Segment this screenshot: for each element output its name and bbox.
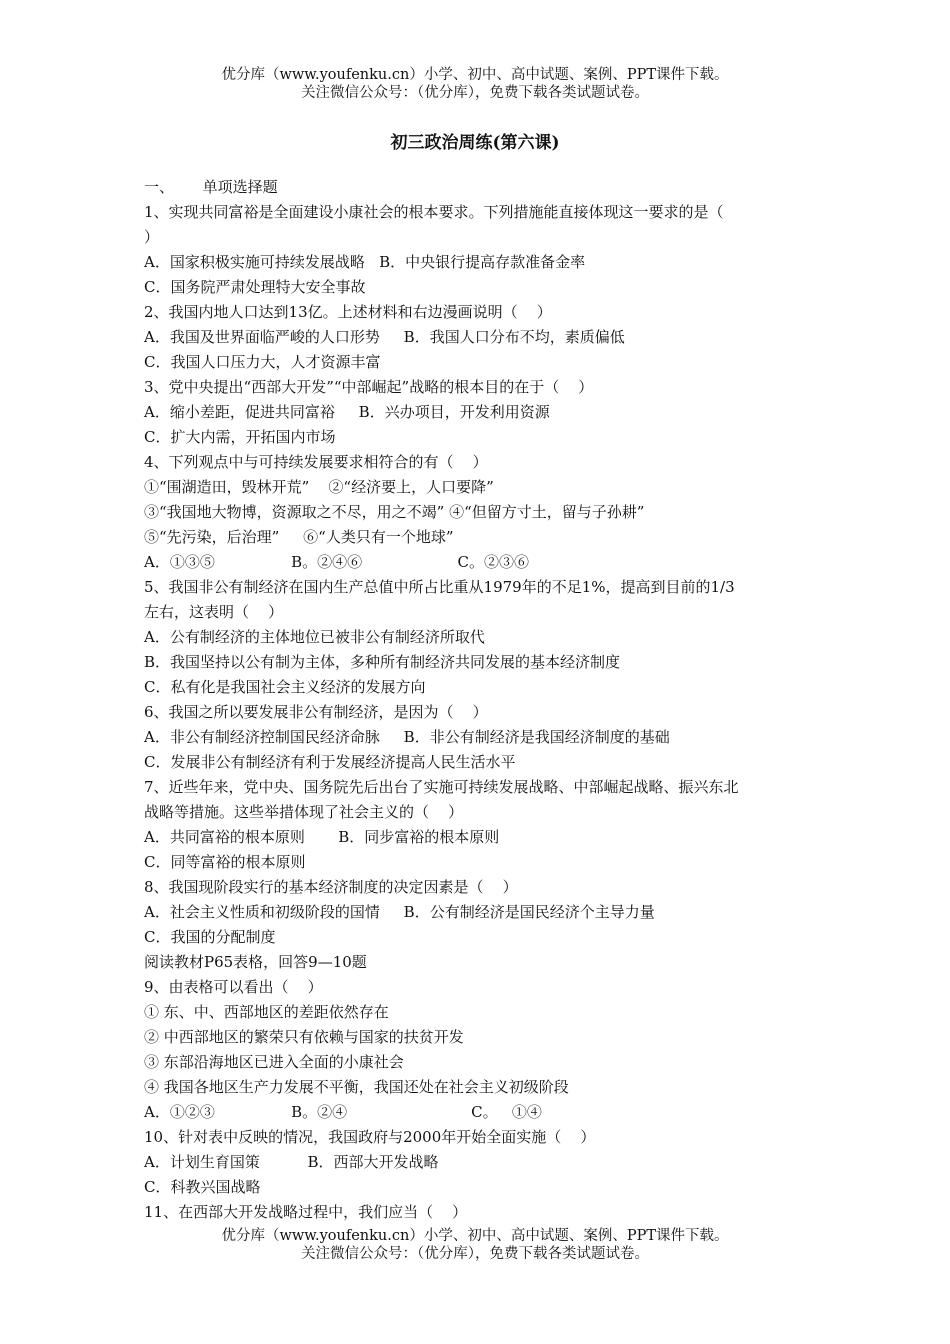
text-line: 左右，这表明（ ） [144,603,284,621]
text-line: A．我国及世界面临严峻的人口形势 B．我国人口分布不均，素质偏低 [144,328,625,346]
footer-line-1: 优分库（www.youfenku.cn）小学、初中、高中试题、案例、PPT课件下载。 [221,1228,729,1244]
text-line: 9、由表格可以看出（ ） [144,978,323,996]
text-line: 阅读教材P65表格，回答9—10题 [144,953,367,971]
text-line: C．私有化是我国社会主义经济的发展方向 [144,678,426,696]
text-line: 3、党中央提出“西部大开发”“中部崛起”战略的根本目的在于（ ） [144,378,594,396]
text-line: 1、实现共同富裕是全面建设小康社会的根本要求。下列措施能直接体现这一要求的是（ [144,203,724,221]
header-line-2: 关注微信公众号：（优分库），免费下载各类试题试卷。 [301,85,649,101]
text-line: 10、针对表中反映的情况，我国政府与2000年开始全面实施（ ） [144,1128,596,1146]
text-line: 8、我国现阶段实行的基本经济制度的决定因素是（ ） [144,878,518,896]
text-line: ⑤“先污染，后治理” ⑥“人类只有一个地球” [144,528,454,546]
text-line: A．①②③ B。②④ C。 ①④ [144,1103,542,1121]
text-line: A．社会主义性质和初级阶段的国情 B．公有制经济是国民经济个主导力量 [144,903,655,921]
question-body [144,175,814,1225]
text-line: A．国家积极实施可持续发展战略 B．中央银行提高存款准备金率 [144,253,586,271]
text-line: ①“围湖造田，毁林开荒” ②“经济要上，人口要降” [144,478,494,496]
document-title: 初三政治周练(第六课) [390,133,560,153]
text-line: B．我国坚持以公有制为主体，多种所有制经济共同发展的基本经济制度 [144,653,621,671]
header-line-1: 优分库（www.youfenku.cn）小学、初中、高中试题、案例、PPT课件下载。 [221,67,729,83]
text-line: 6、我国之所以要发展非公有制经济，是因为（ ） [144,703,488,721]
text-line: 5、我国非公有制经济在国内生产总值中所占比重从1979年的不足1%，提高到目前的1/3 [144,578,735,596]
text-line: C．我国的分配制度 [144,928,276,946]
text-line: ① 东、中、西部地区的差距依然存在 [144,1003,389,1021]
text-line: ② 中西部地区的繁荣只有依赖与国家的扶贫开发 [144,1028,464,1046]
text-line: ④ 我国各地区生产力发展不平衡，我国还处在社会主义初级阶段 [144,1078,569,1096]
text-line: A．计划生育国策 B．西部大开发战略 [144,1153,439,1171]
text-line: C．科教兴国战略 [144,1178,261,1196]
text-line: C．我国人口压力大，人才资源丰富 [144,353,381,371]
text-line: A．共同富裕的根本原则 B．同步富裕的根本原则 [144,828,500,846]
text-line: A．公有制经济的主体地位已被非公有制经济所取代 [144,628,485,646]
text-line: C．发展非公有制经济有利于发展经济提高人民生活水平 [144,753,516,771]
text-line: ③“我国地大物博，资源取之不尽，用之不竭” ④“但留方寸土，留与子孙耕” [144,503,645,521]
text-line: 一、 单项选择题 [144,178,278,196]
page-footer [0,1227,950,1263]
text-line: C．同等富裕的根本原则 [144,853,306,871]
text-line: 11、在西部大开发战略过程中，我们应当（ ） [144,1203,468,1221]
text-line: A．缩小差距，促进共同富裕 B．兴办项目，开发利用资源 [144,403,550,421]
text-line: C．国务院严肃处理特大安全事故 [144,278,366,296]
text-line: C．扩大内需，开拓国内市场 [144,428,336,446]
text-line: A．①③⑤ B。②④⑥ C。②③⑥ [144,553,529,571]
text-line: A．非公有制经济控制国民经济命脉 B．非公有制经济是我国经济制度的基础 [144,728,670,746]
text-line: ） [144,228,160,246]
footer-line-2: 关注微信公众号：（优分库），免费下载各类试题试卷。 [301,1246,649,1262]
page-header [0,66,950,102]
text-line: 7、近些年来，党中央、国务院先后出台了实施可持续发展战略、中部崛起战略、振兴东北 [144,778,739,796]
text-line: ③ 东部沿海地区已进入全面的小康社会 [144,1053,404,1071]
text-line: 战略等措施。这些举措体现了社会主义的（ ） [144,803,464,821]
text-line: 2、我国内地人口达到13亿。上述材料和右边漫画说明（ ） [144,303,552,321]
text-line: 4、下列观点中与可持续发展要求相符合的有（ ） [144,453,488,471]
